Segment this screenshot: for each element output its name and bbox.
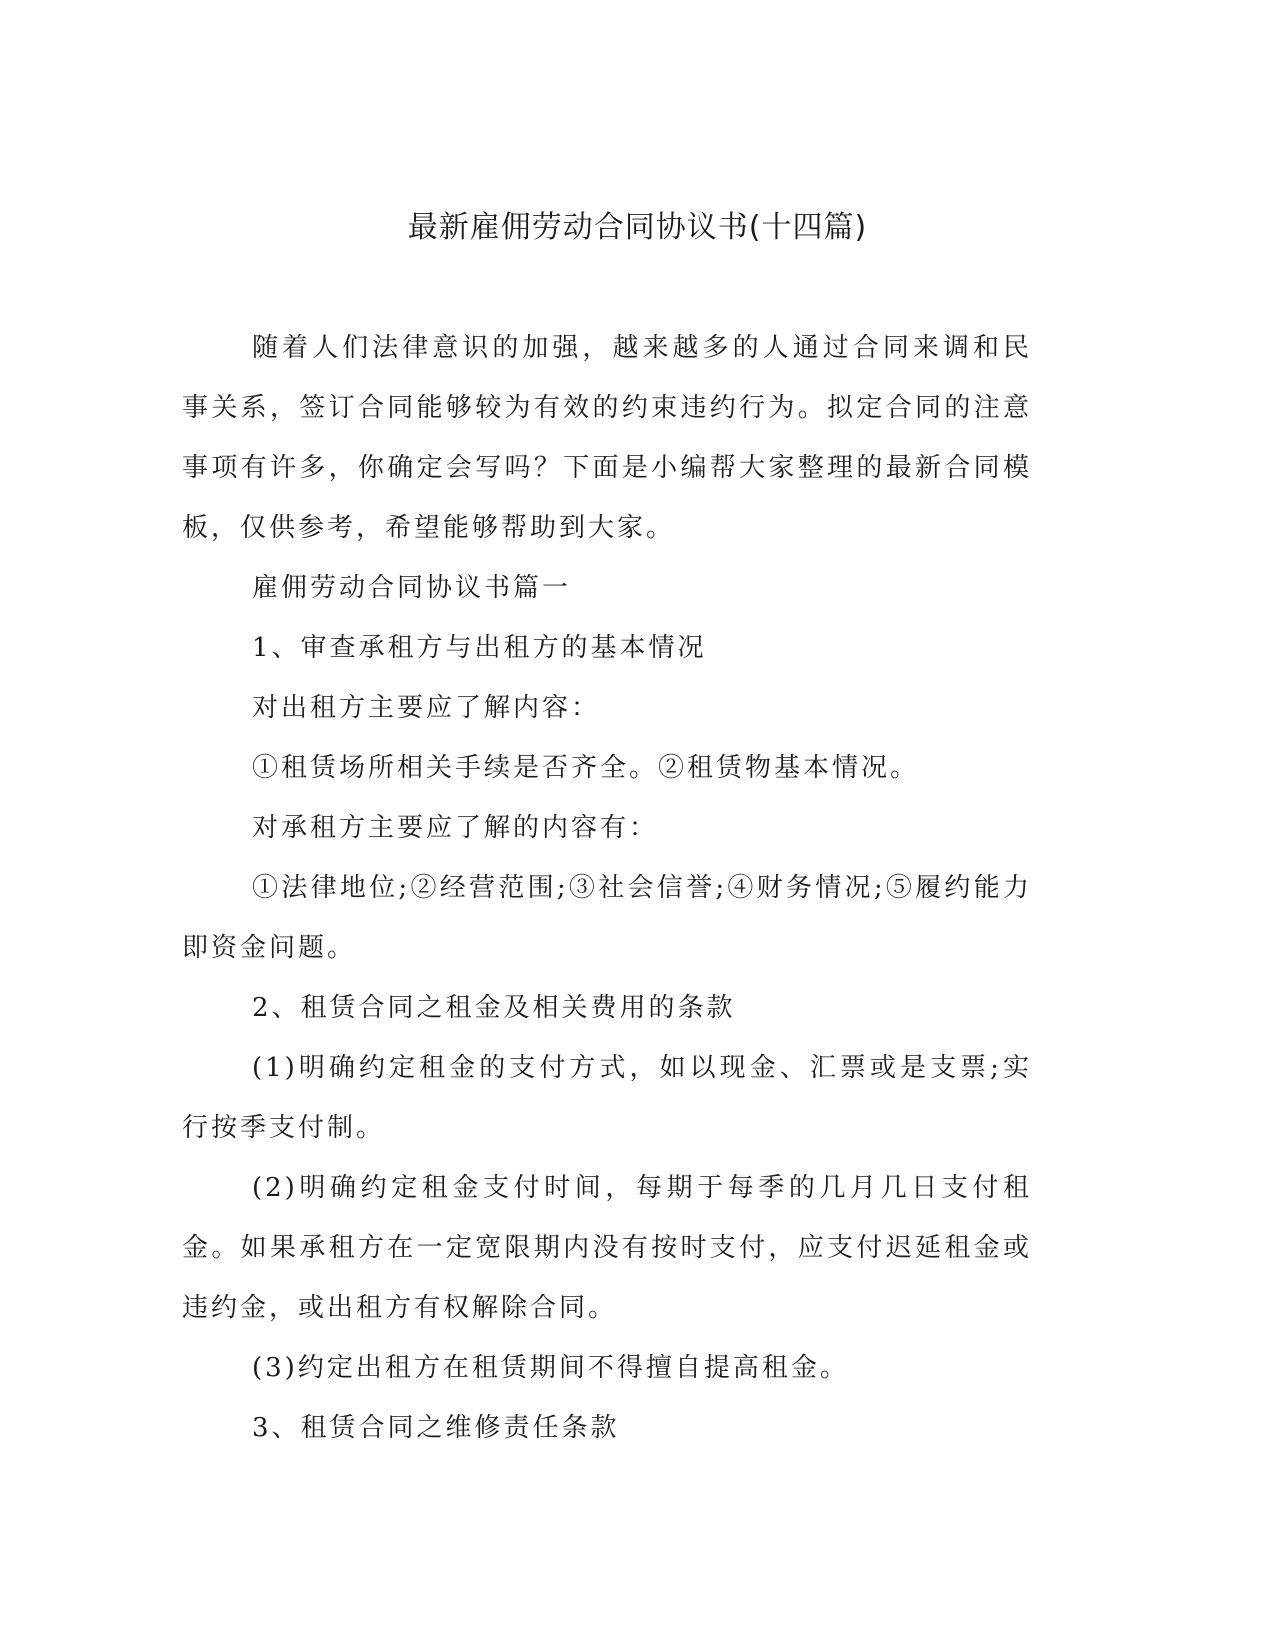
body-paragraph: ①租赁场所相关手续是否齐全。②租赁物基本情况。: [252, 753, 920, 783]
intro-paragraph: 随着人们法律意识的加强，越来越多的人通过合同来调和民事关系，签订合同能够较为有效的约束违约行为。拟定合同的注意事项有许多，你确定会写吗？下面是小编帮大家整理的最新合同模板，仅供参考，希望能够帮助到大家。: [182, 333, 1032, 543]
body-paragraph: 对出租方主要应了解内容：: [252, 693, 601, 723]
clause-heading: 2、租赁合同之租金及相关费用的条款: [252, 993, 736, 1023]
body-paragraph: (3)约定出租方在租赁期间不得擅自提高租金。: [252, 1353, 849, 1383]
body-paragraph: (1)明确约定租金的支付方式，如以现金、汇票或是支票;实行按季支付制。: [182, 1053, 1032, 1143]
clause-heading: 3、租赁合同之维修责任条款: [252, 1413, 620, 1443]
clause-heading: 1、审查承租方与出租方的基本情况: [252, 633, 707, 663]
section-heading: 雇佣劳动合同协议书篇一: [252, 573, 572, 603]
body-paragraph: ①法律地位;②经营范围;③社会信誉;④财务情况;⑤履约能力即资金问题。: [182, 873, 1032, 963]
body-paragraph: (2)明确约定租金支付时间，每期于每季的几月几日支付租金。如果承租方在一定宽限期内没有按时支付，应支付迟延租金或违约金，或出租方有权解除合同。: [182, 1173, 1032, 1323]
body-paragraph: 对承租方主要应了解的内容有：: [252, 813, 659, 843]
document-body: [182, 318, 1032, 1458]
document-title: 最新雇佣劳动合同协议书(十四篇): [407, 210, 868, 245]
